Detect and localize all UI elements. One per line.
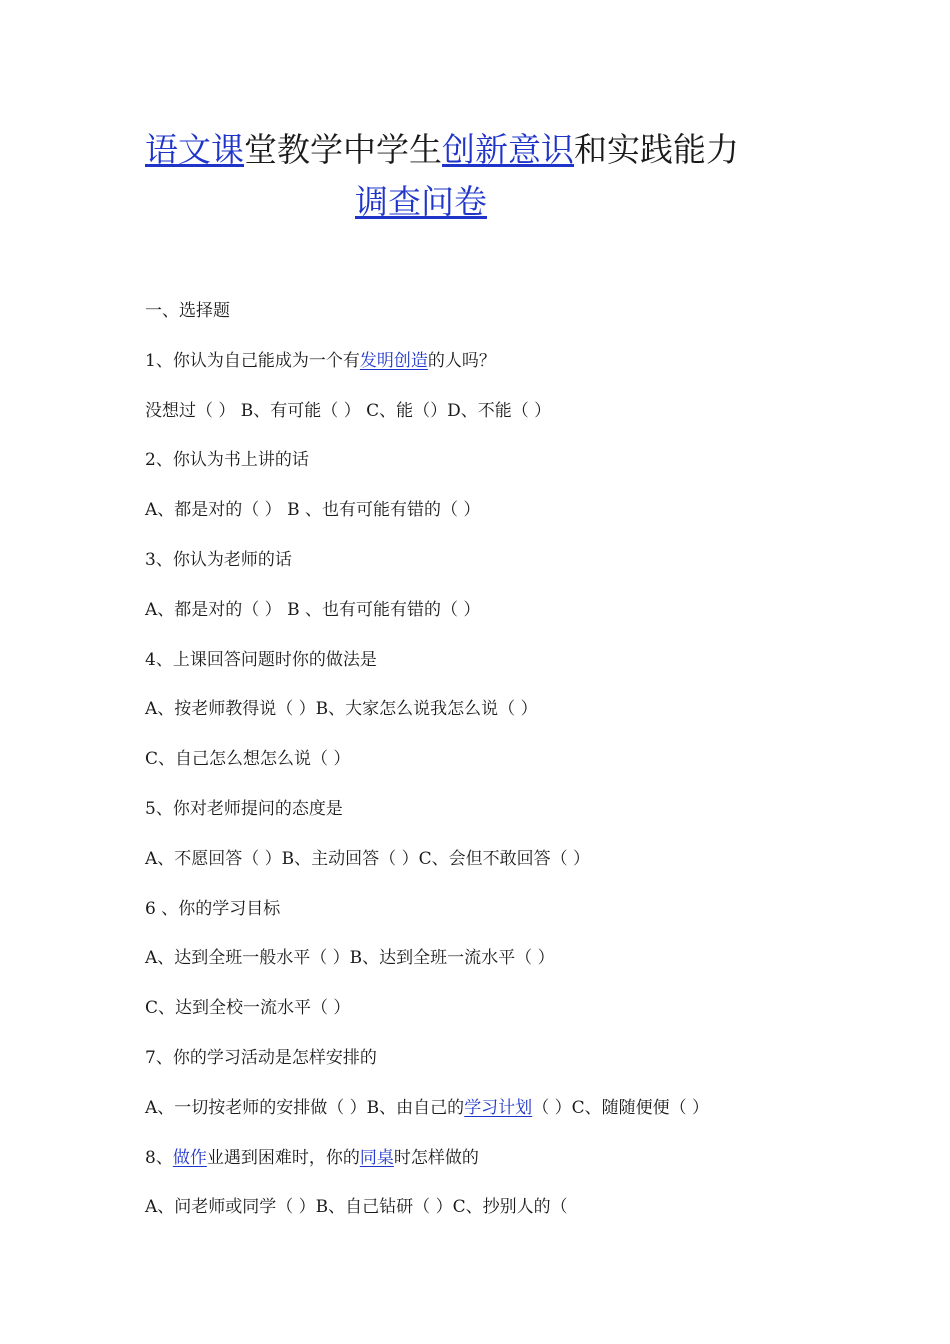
hyperlink[interactable]: 调查问卷 [355, 182, 487, 221]
hyperlink[interactable]: 学习计划 [464, 1097, 533, 1118]
text-run: A、都是对的（ ） B 、也有可能有错的（ ） [145, 599, 481, 620]
hyperlink[interactable]: 创新意识 [442, 130, 574, 169]
text-run: 8、 [145, 1147, 173, 1168]
text-run: 业遇到困难时，你的 [206, 1147, 360, 1168]
text-run: 7、你的学习活动是怎样安排的 [145, 1047, 377, 1068]
hyperlink[interactable]: 同桌 [359, 1147, 394, 1168]
question-line [145, 1043, 925, 1093]
question-line [145, 1093, 925, 1143]
text-run: 没想过（ ） B、有可能（ ） C、能（）D、不能（ ） [145, 400, 552, 421]
text-run: 2、你认为书上讲的话 [145, 450, 309, 471]
text-run: 的人吗？ [427, 350, 496, 371]
hyperlink[interactable]: 做作 [172, 1147, 207, 1168]
text-run: 一、选择题 [145, 301, 230, 321]
document-title-line-1 [0, 130, 950, 170]
question-line [145, 545, 925, 595]
text-run: 5、你对老师提问的态度是 [145, 798, 343, 819]
text-run: A、一切按老师的安排做（ ）B、由自己的 [145, 1097, 465, 1118]
question-line [145, 645, 925, 695]
text-run: C、达到全校一流水平（ ） [145, 998, 351, 1019]
question-line [145, 844, 925, 894]
question-line [145, 396, 925, 446]
hyperlink[interactable]: 语文课 [145, 130, 244, 169]
text-run: 时怎样做的 [393, 1147, 479, 1168]
text-run: 1、你认为自己能成为一个有 [145, 350, 360, 371]
question-line [145, 943, 925, 993]
hyperlink[interactable]: 发明创造 [359, 350, 428, 371]
question-line [145, 694, 925, 744]
question-line [145, 1192, 925, 1242]
text-run: A、达到全班一般水平（ ）B、达到全班一流水平（ ） [145, 948, 555, 969]
question-line [145, 595, 925, 645]
question-line [145, 346, 925, 396]
document-title-line-2 [0, 182, 950, 222]
question-line [145, 445, 925, 495]
text-run: A、问老师或同学（ ）B、自己钻研（ ）C、抄别人的（ [145, 1197, 568, 1218]
text-run: A、不愿回答（ ）B、主动回答（ ）C、会但不敢回答（ ） [145, 848, 590, 869]
questionnaire-body [145, 296, 925, 1242]
question-line [145, 794, 925, 844]
question-line [145, 495, 925, 545]
question-line [145, 1143, 925, 1193]
text-run: C、自己怎么想怎么说（ ） [145, 749, 351, 770]
text-run: 和实践能力 [574, 130, 739, 169]
text-run: 4、上课回答问题时你的做法是 [145, 649, 377, 670]
text-run: A、都是对的（ ） B 、也有可能有错的（ ） [145, 500, 481, 521]
question-line [145, 296, 925, 346]
text-run: 3、你认为老师的话 [145, 549, 292, 570]
text-run: A、按老师教得说（ ）B、大家怎么说我怎么说（ ） [145, 699, 538, 720]
text-run: 6 、你的学习目标 [145, 898, 281, 919]
question-line [145, 894, 925, 944]
question-line [145, 993, 925, 1043]
text-run: 堂教学中学生 [244, 130, 442, 169]
question-line [145, 744, 925, 794]
text-run: （ ）C、随随便便（ ） [532, 1097, 710, 1118]
